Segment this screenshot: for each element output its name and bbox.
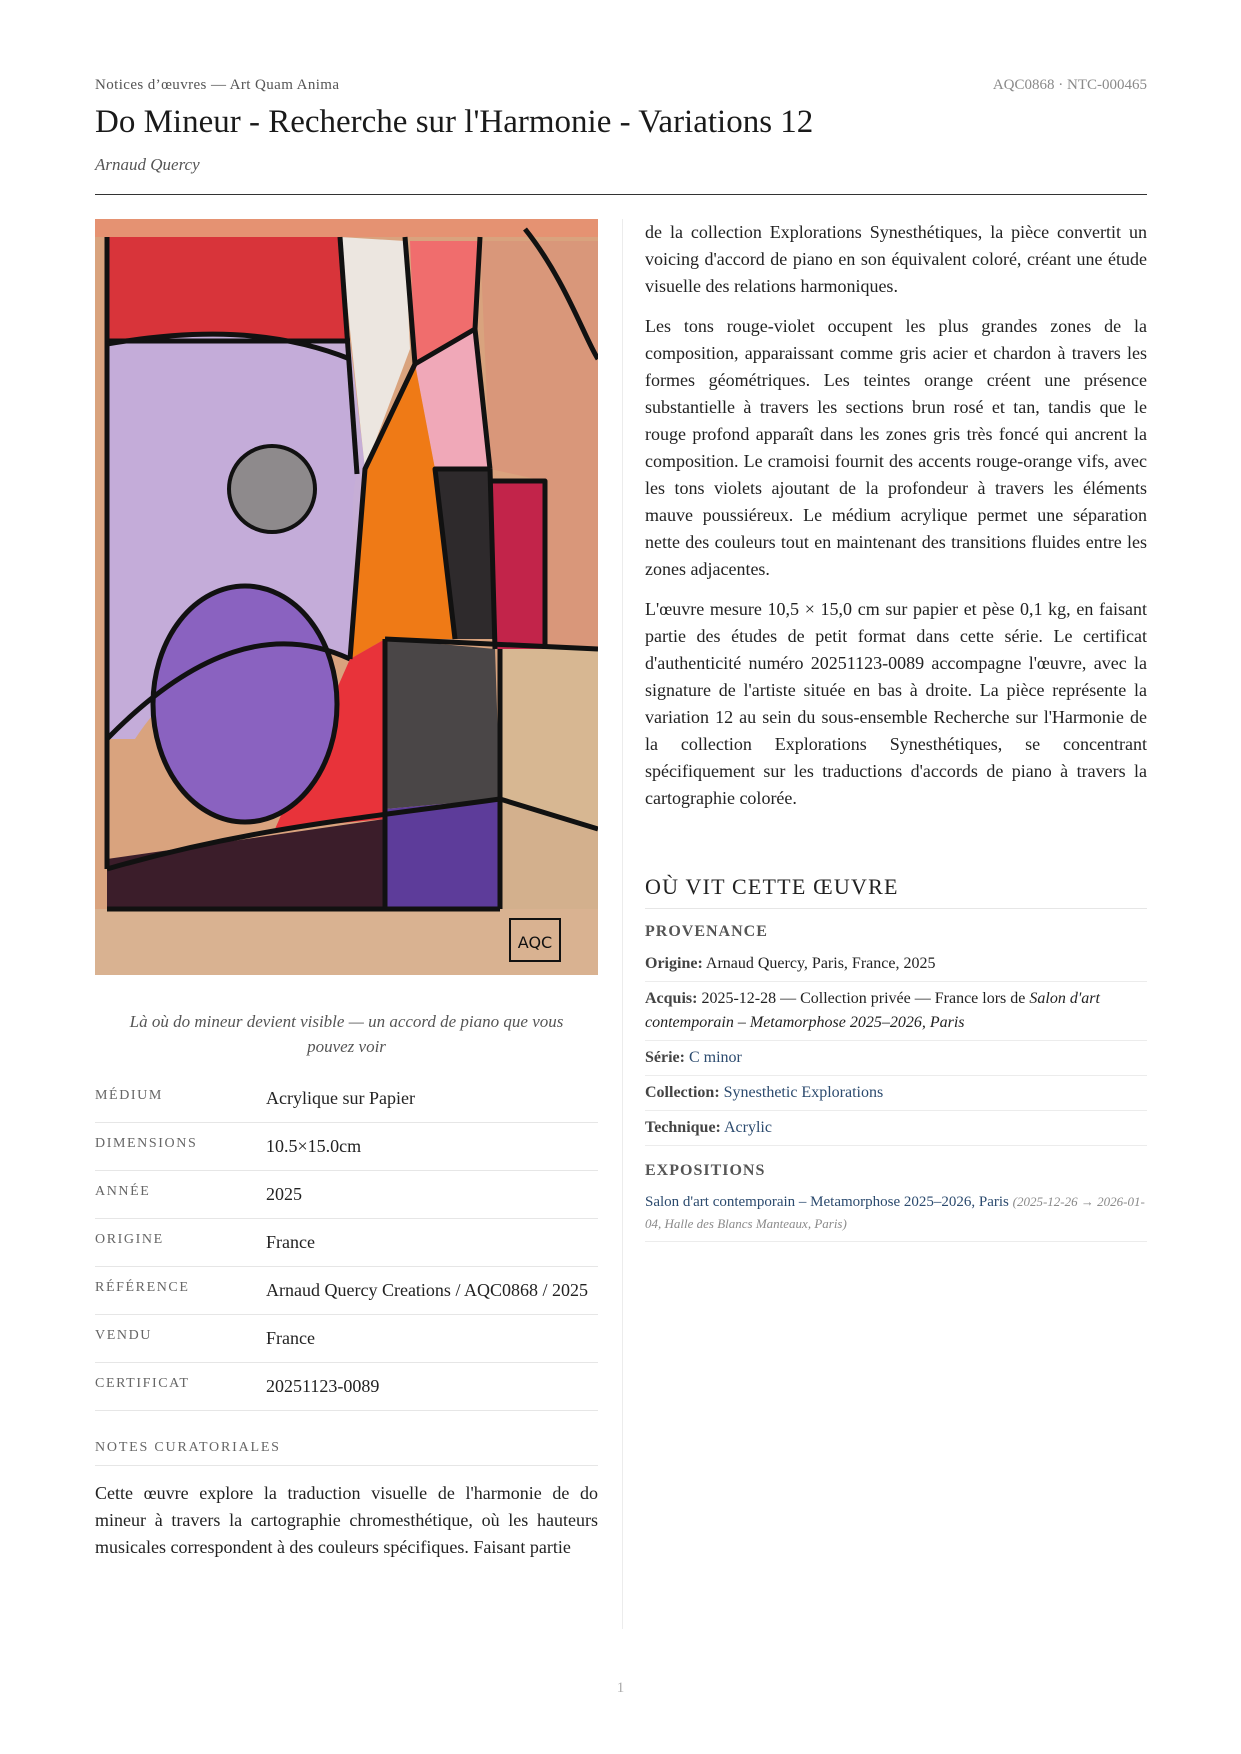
- curatorial-heading: NOTES CURATORIALES: [95, 1440, 598, 1466]
- column-divider: [622, 219, 623, 1629]
- exhibition-item: [645, 1186, 1147, 1242]
- meta-value: 2025: [266, 1184, 302, 1204]
- provenance-technique: [645, 1111, 1147, 1146]
- meta-value: Acrylique sur Papier: [266, 1088, 415, 1108]
- origin-label: Origine:: [645, 955, 703, 972]
- provenance-acquired: [645, 982, 1147, 1041]
- meta-row-origin: [95, 1219, 598, 1267]
- page-number: 1: [616, 1680, 625, 1696]
- catalog-kicker: Notices d’œuvres — Art Quam Anima: [95, 77, 340, 93]
- acquired-label: Acquis:: [645, 990, 698, 1007]
- meta-row-year: [95, 1171, 598, 1219]
- provenance-heading: PROVENANCE: [645, 923, 768, 940]
- meta-value: 10.5×15.0cm: [266, 1136, 362, 1156]
- header-topline: [95, 77, 1147, 97]
- meta-row-sold: [95, 1315, 598, 1363]
- exhibition-detail: (2025-12-26 → 2026-01-04, Halle des Blancs Manteaux, Paris): [645, 1194, 1145, 1231]
- curatorial-intro: Cette œuvre explore la traduction visuelle de l'harmonie de do mineur à travers la cartographie chromesthétique, où les hauteurs musicales correspondent à des couleurs spécifiques. Faisant partie: [95, 1483, 598, 1557]
- series-label: Série:: [645, 1049, 685, 1066]
- technique-label: Technique:: [645, 1119, 721, 1136]
- right-column: [645, 219, 1147, 1242]
- series-link[interactable]: C minor: [688, 1049, 742, 1066]
- acquired-event: Salon d'art contemporain – Metamorphose 2025–2026, Paris: [645, 990, 1100, 1031]
- curatorial-paragraph-2: Les tons rouge-violet occupent les plus grandes zones de la composition, apparaissant comme gris acier et chardon à travers les formes géométriques. Les teintes orange créent une présence substantielle à travers les sections brun rosé et tan, tandis que le rouge profond apparaît dans les zones gris très foncé qui ancrent la composition. Le cramoisi fournit des accents rouge-orange vifs, avec les tons violets ajoutant de la profondeur à travers les éléments mauve poussiéreux. Le médium acrylique permet une séparation nette des couleurs tout en maintenant des transitions fluides entre les zones adjacentes.: [645, 316, 1147, 579]
- technique-link[interactable]: Acrylic: [724, 1119, 772, 1136]
- meta-row-medium: [95, 1075, 598, 1123]
- meta-label: CERTIFICAT: [95, 1376, 190, 1391]
- signature-mark: AQC: [517, 933, 553, 952]
- reference-code: AQC0868 · NTC-000465: [992, 77, 1147, 93]
- meta-value: 20251123-0089: [266, 1376, 380, 1396]
- meta-value: France: [266, 1328, 315, 1348]
- collection-label: Collection:: [645, 1084, 720, 1101]
- provenance-collection: [645, 1076, 1147, 1111]
- provenance-origin: [645, 947, 1147, 982]
- exhibitions-heading: EXPOSITIONS: [645, 1162, 766, 1179]
- provenance-series: [645, 1041, 1147, 1076]
- curatorial-continuation: de la collection Explorations Synesthétiques, la pièce convertit un voicing d'accord de piano en son équivalent coloré, créant une étude visuelle des relations harmoniques.: [645, 222, 1147, 296]
- meta-row-certificate: [95, 1363, 598, 1411]
- meta-label: MÉDIUM: [95, 1088, 163, 1103]
- acquired-value: 2025-12-28 — Collection privée — France lors de: [701, 990, 1026, 1007]
- origin-value: Arnaud Quercy, Paris, France, 2025: [705, 955, 936, 972]
- artist-name: Arnaud Quercy: [95, 155, 200, 174]
- meta-label: ORIGINE: [95, 1232, 164, 1247]
- meta-label: VENDU: [95, 1328, 152, 1343]
- meta-label: ANNÉE: [95, 1184, 151, 1199]
- collection-link[interactable]: Synesthetic Explorations: [723, 1084, 884, 1101]
- meta-label: DIMENSIONS: [95, 1136, 198, 1151]
- artwork-caption: Là où do mineur devient visible — un accord de piano que vous pouvez voir: [129, 1012, 564, 1056]
- meta-label: RÉFÉRENCE: [95, 1280, 190, 1295]
- left-column: [95, 219, 598, 1561]
- metadata-table: [95, 1075, 598, 1411]
- meta-value: France: [266, 1232, 315, 1252]
- artwork-title: Do Mineur - Recherche sur l'Harmonie - Variations 12: [95, 104, 814, 140]
- exhibition-link[interactable]: Salon d'art contemporain – Metamorphose 2025–2026, Paris: [645, 1194, 1009, 1210]
- header-divider: [95, 194, 1147, 195]
- curatorial-paragraph-3: L'œuvre mesure 10,5 × 15,0 cm sur papier et pèse 0,1 kg, en faisant partie des études de petit format dans cette série. Le certificat d'authenticité numéro 20251123-0089 accompagne l'œuvre, avec la signature de l'artiste située en bas à droite. La pièce représente la variation 12 au sein du sous-ensemble Recherche sur l'Harmonie de la collection Explorations Synesthétiques, se concentrant spécifiquement sur les traductions d'accords de piano à travers la cartographie colorée.: [645, 599, 1147, 808]
- where-heading: OÙ VIT CETTE ŒUVRE: [645, 874, 1147, 909]
- meta-row-reference: [95, 1267, 598, 1315]
- meta-row-dimensions: [95, 1123, 598, 1171]
- artwork-image: [95, 219, 598, 975]
- meta-value: Arnaud Quercy Creations / AQC0868 / 2025: [266, 1280, 588, 1300]
